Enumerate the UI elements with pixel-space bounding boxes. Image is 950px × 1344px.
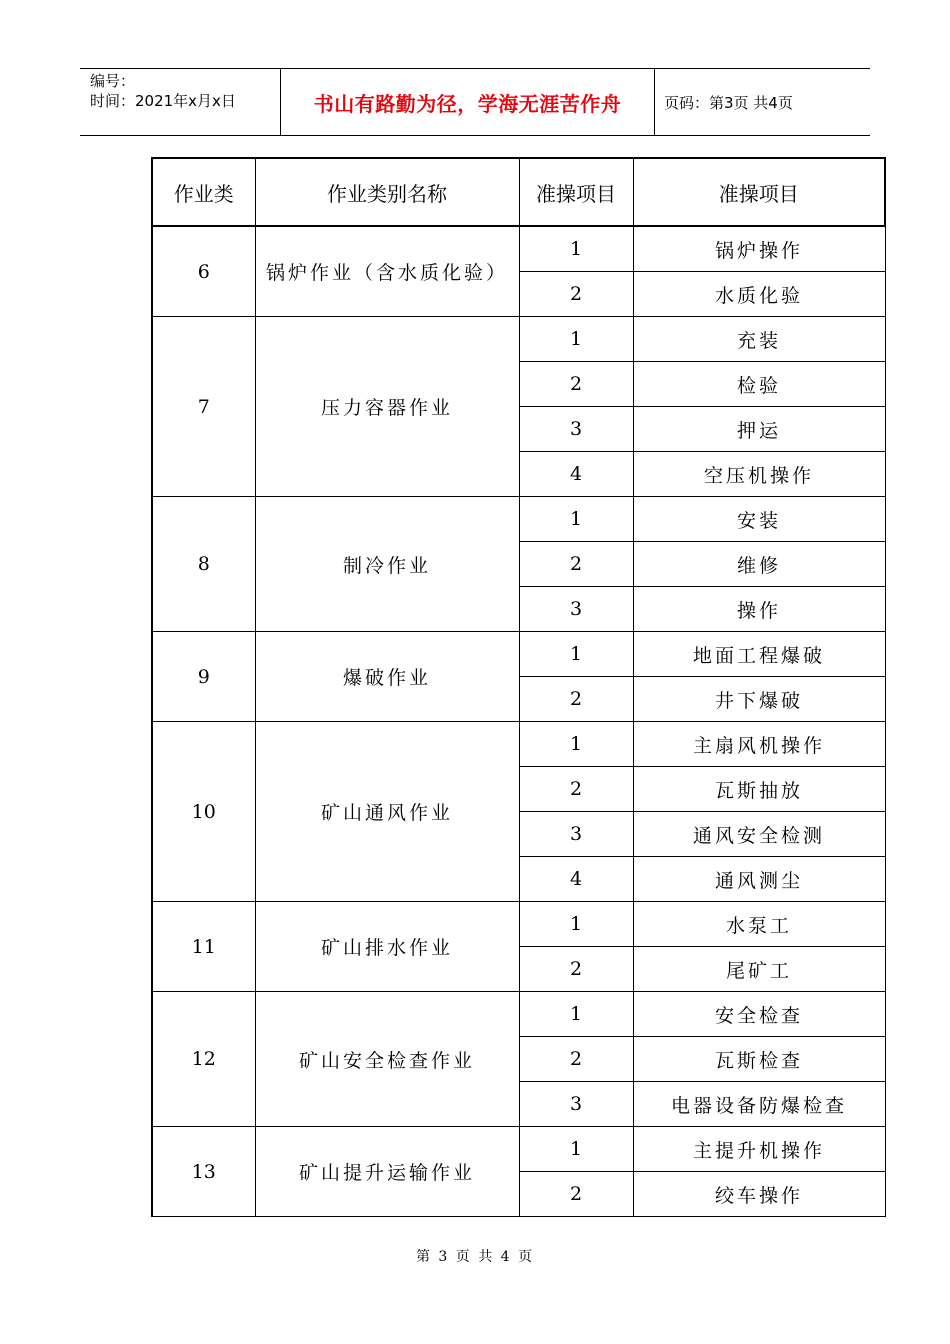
category-name: 矿山提升运输作业: [255, 1127, 519, 1217]
time-label: 时间：2021年x月x日: [90, 92, 236, 110]
item-name: 空压机操作: [633, 452, 885, 497]
header-meta: [80, 69, 281, 135]
item-name: 井下爆破: [633, 677, 885, 722]
item-number: 3: [519, 587, 633, 632]
item-name: 水泵工: [633, 902, 885, 947]
item-number: 1: [519, 632, 633, 677]
item-number: 1: [519, 992, 633, 1037]
item-number: 1: [519, 1127, 633, 1172]
number-label: 编号：: [90, 72, 136, 90]
item-number: 2: [519, 1172, 633, 1217]
category-name: 矿山安全检查作业: [255, 992, 519, 1127]
item-name: 维修: [633, 542, 885, 587]
table-row: [152, 722, 885, 767]
table-row: [152, 992, 885, 1037]
category-number: 8: [152, 497, 255, 632]
category-number: 6: [152, 226, 255, 317]
item-number: 2: [519, 362, 633, 407]
item-name: 瓦斯抽放: [633, 767, 885, 812]
item-number: 2: [519, 1037, 633, 1082]
item-number: 1: [519, 497, 633, 542]
item-number: 2: [519, 677, 633, 722]
item-number: 3: [519, 1082, 633, 1127]
category-name: 压力容器作业: [255, 317, 519, 497]
item-number: 1: [519, 226, 633, 272]
header-motto: 书山有路勤为径，学海无涯苦作舟: [281, 69, 655, 135]
item-number: 3: [519, 407, 633, 452]
item-name: 电器设备防爆检查: [633, 1082, 885, 1127]
column-header-item-no: 准操项目: [519, 158, 633, 226]
table-row: [152, 226, 885, 272]
category-name: 爆破作业: [255, 632, 519, 722]
category-name: 锅炉作业（含水质化验）: [255, 226, 519, 317]
item-name: 尾矿工: [633, 947, 885, 992]
item-number: 4: [519, 857, 633, 902]
column-header-category-name: 作业类别名称: [255, 158, 519, 226]
item-name: 安全检查: [633, 992, 885, 1037]
category-number: 13: [152, 1127, 255, 1217]
item-name: 押运: [633, 407, 885, 452]
item-name: 操作: [633, 587, 885, 632]
table-row: [152, 497, 885, 542]
category-name: 制冷作业: [255, 497, 519, 632]
category-number: 12: [152, 992, 255, 1127]
item-name: 通风安全检测: [633, 812, 885, 857]
item-number: 2: [519, 542, 633, 587]
item-name: 水质化验: [633, 272, 885, 317]
page-footer: 第 3 页 共 4 页: [415, 1249, 535, 1265]
item-name: 地面工程爆破: [633, 632, 885, 677]
item-name: 通风测尘: [633, 857, 885, 902]
operation-category-table: [151, 157, 886, 1217]
item-number: 1: [519, 902, 633, 947]
item-name: 主提升机操作: [633, 1127, 885, 1172]
table-row: [152, 902, 885, 947]
category-number: 11: [152, 902, 255, 992]
table-row: [152, 1127, 885, 1172]
item-name: 充装: [633, 317, 885, 362]
category-number: 7: [152, 317, 255, 497]
table-row: [152, 632, 885, 677]
category-name: 矿山通风作业: [255, 722, 519, 902]
category-name: 矿山排水作业: [255, 902, 519, 992]
item-number: 3: [519, 812, 633, 857]
page-header: [80, 68, 870, 136]
category-number: 10: [152, 722, 255, 902]
table-body: [152, 226, 885, 1217]
item-number: 4: [519, 452, 633, 497]
item-name: 瓦斯检查: [633, 1037, 885, 1082]
item-number: 2: [519, 767, 633, 812]
item-name: 绞车操作: [633, 1172, 885, 1217]
column-header-item: 准操项目: [633, 158, 885, 226]
item-name: 安装: [633, 497, 885, 542]
item-number: 2: [519, 947, 633, 992]
table-header-row: [152, 158, 885, 226]
item-number: 2: [519, 272, 633, 317]
item-number: 1: [519, 722, 633, 767]
item-name: 主扇风机操作: [633, 722, 885, 767]
item-number: 1: [519, 317, 633, 362]
item-name: 锅炉操作: [633, 226, 885, 272]
header-page-label: 页码：第3页 共4页: [664, 93, 793, 112]
table-row: [152, 317, 885, 362]
category-number: 9: [152, 632, 255, 722]
item-name: 检验: [633, 362, 885, 407]
column-header-category: 作业类: [152, 158, 255, 226]
